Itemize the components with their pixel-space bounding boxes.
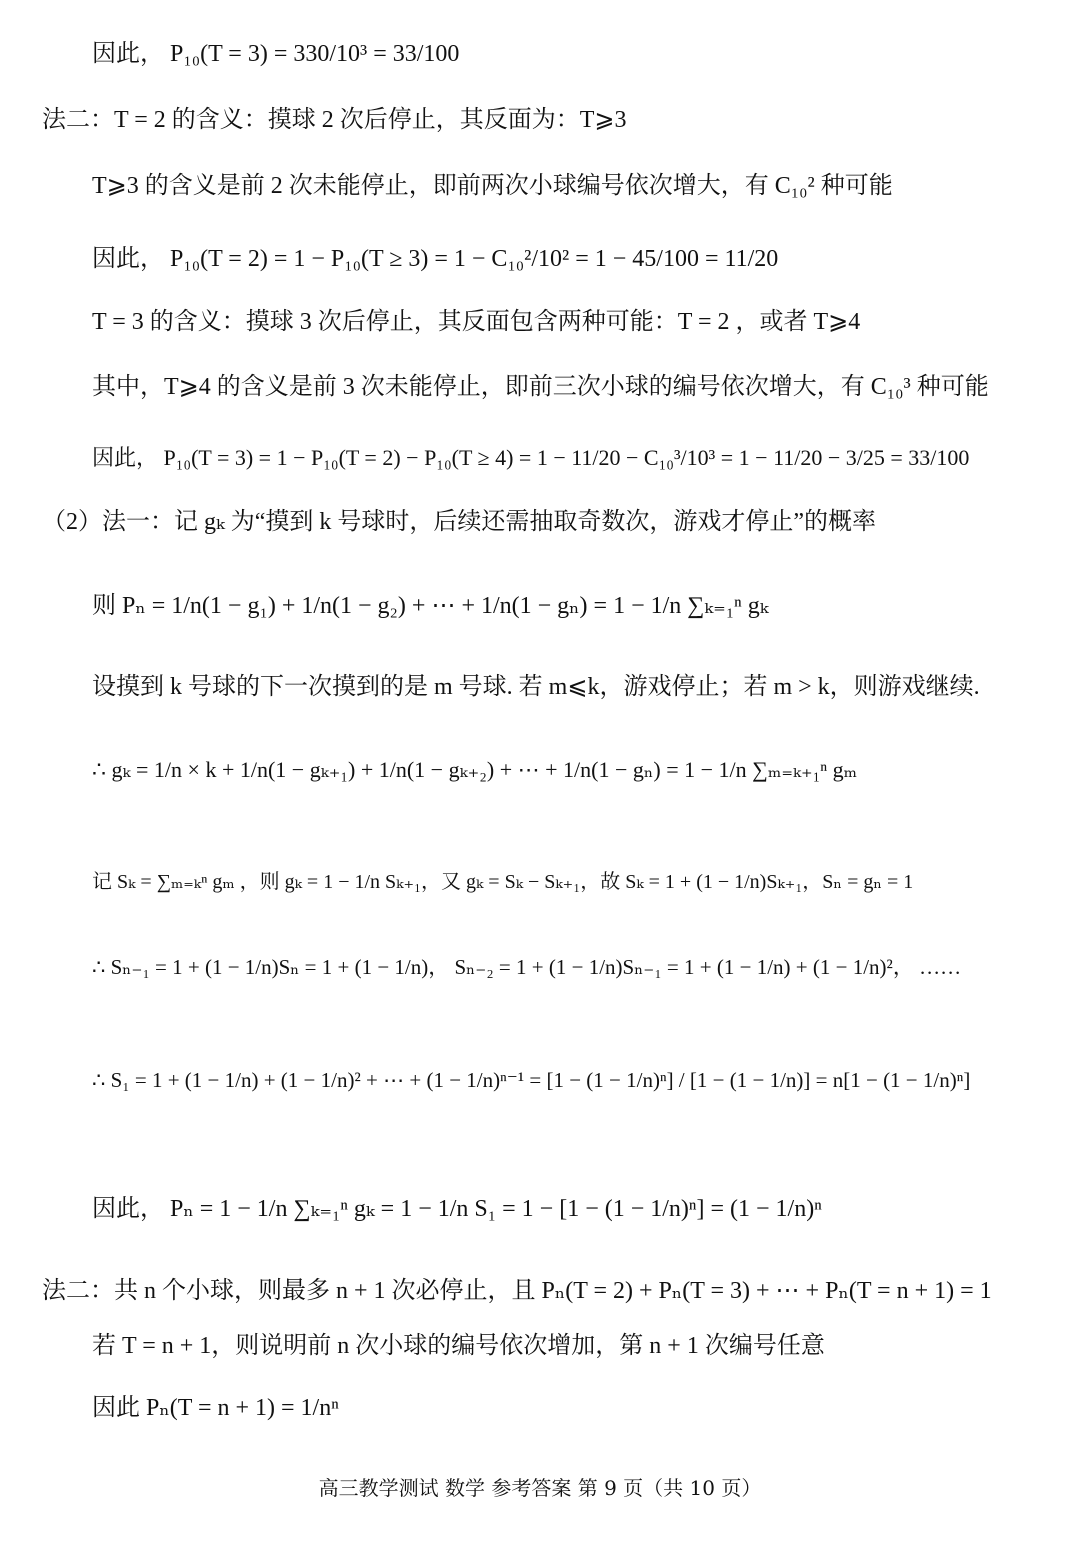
page-footer: 高三教学测试 数学 参考答案 第 9 页（共 10 页） xyxy=(318,1476,762,1500)
line-7: 因此， P₁₀(T = 3) = 1 − P₁₀(T = 2) − P₁₀(T ≥ 4) = 1 − 11/20 − C₁₀³/10³ = 1 − 11/20 − 3/25 = 33/100 xyxy=(92,445,970,470)
line-12: 记 Sₖ = ∑ₘ₌ₖⁿ gₘ ，则 gₖ = 1 − 1/n Sₖ₊₁，又 gₖ = Sₖ − Sₖ₊₁，故 Sₖ = 1 + (1 − 1/n)Sₖ₊₁，Sₙ = gₙ = 1 xyxy=(92,871,914,893)
line-10: 设摸到 k 号球的下一次摸到的是 m 号球. 若 m⩽k，游戏停止；若 m > k，则游戏继续. xyxy=(92,674,980,700)
line-8: （2）法一：记 gₖ 为“摸到 k 号球时，后续还需抽取奇数次，游戏才停止”的概率 xyxy=(42,509,877,535)
line-11: ∴ gₖ = 1/n × k + 1/n(1 − gₖ₊₁) + 1/n(1 − gₖ₊₂) + ⋯ + 1/n(1 − gₙ) = 1 − 1/n ∑ₘ₌ₖ₊₁ⁿ gₘ xyxy=(92,757,858,782)
line-4: 因此， P₁₀(T = 2) = 1 − P₁₀(T ≥ 3) = 1 − C₁₀²/10² = 1 − 45/100 = 11/20 xyxy=(92,246,779,272)
line-16: 法二：共 n 个小球，则最多 n + 1 次必停止，且 Pₙ(T = 2) + Pₙ(T = 3) + ⋯ + Pₙ(T = n + 1) = 1 xyxy=(42,1278,992,1304)
line-13: ∴ Sₙ₋₁ = 1 + (1 − 1/n)Sₙ = 1 + (1 − 1/n)， Sₙ₋₂ = 1 + (1 − 1/n)Sₙ₋₁ = 1 + (1 − 1/n) + (1 − 1/n)²， …… xyxy=(92,955,962,979)
line-18: 因此 Pₙ(T = n + 1) = 1/nⁿ xyxy=(92,1395,339,1421)
line-2: 法二：T = 2 的含义：摸球 2 次后停止，其反面为：T⩾3 xyxy=(42,107,627,133)
line-6: 其中，T⩾4 的含义是前 3 次未能停止，即前三次小球的编号依次增大，有 C₁₀³ 种可能 xyxy=(92,374,989,400)
line-14: ∴ S₁ = 1 + (1 − 1/n) + (1 − 1/n)² + ⋯ + (1 − 1/n)ⁿ⁻¹ = [1 − (1 − 1/n)ⁿ] / [1 − (1 − 1/n)] = n[1 − (1 − 1/n)ⁿ] xyxy=(92,1068,971,1092)
line-9: 则 Pₙ = 1/n(1 − g₁) + 1/n(1 − g₂) + ⋯ + 1/n(1 − gₙ) = 1 − 1/n ∑ₖ₌₁ⁿ gₖ xyxy=(92,593,769,619)
line-15: 因此， Pₙ = 1 − 1/n ∑ₖ₌₁ⁿ gₖ = 1 − 1/n S₁ = 1 − [1 − (1 − 1/n)ⁿ] = (1 − 1/n)ⁿ xyxy=(92,1196,822,1222)
line-1: 因此， P₁₀(T = 3) = 330/10³ = 33/100 xyxy=(92,41,460,67)
line-5: T = 3 的含义：摸球 3 次后停止，其反面包含两种可能：T = 2 ，或者 T⩾4 xyxy=(92,309,861,335)
line-3: T⩾3 的含义是前 2 次未能停止，即前两次小球编号依次增大，有 C₁₀² 种可能 xyxy=(92,173,893,199)
line-17: 若 T = n + 1，则说明前 n 次小球的编号依次增加，第 n + 1 次编号任意 xyxy=(92,1333,825,1359)
